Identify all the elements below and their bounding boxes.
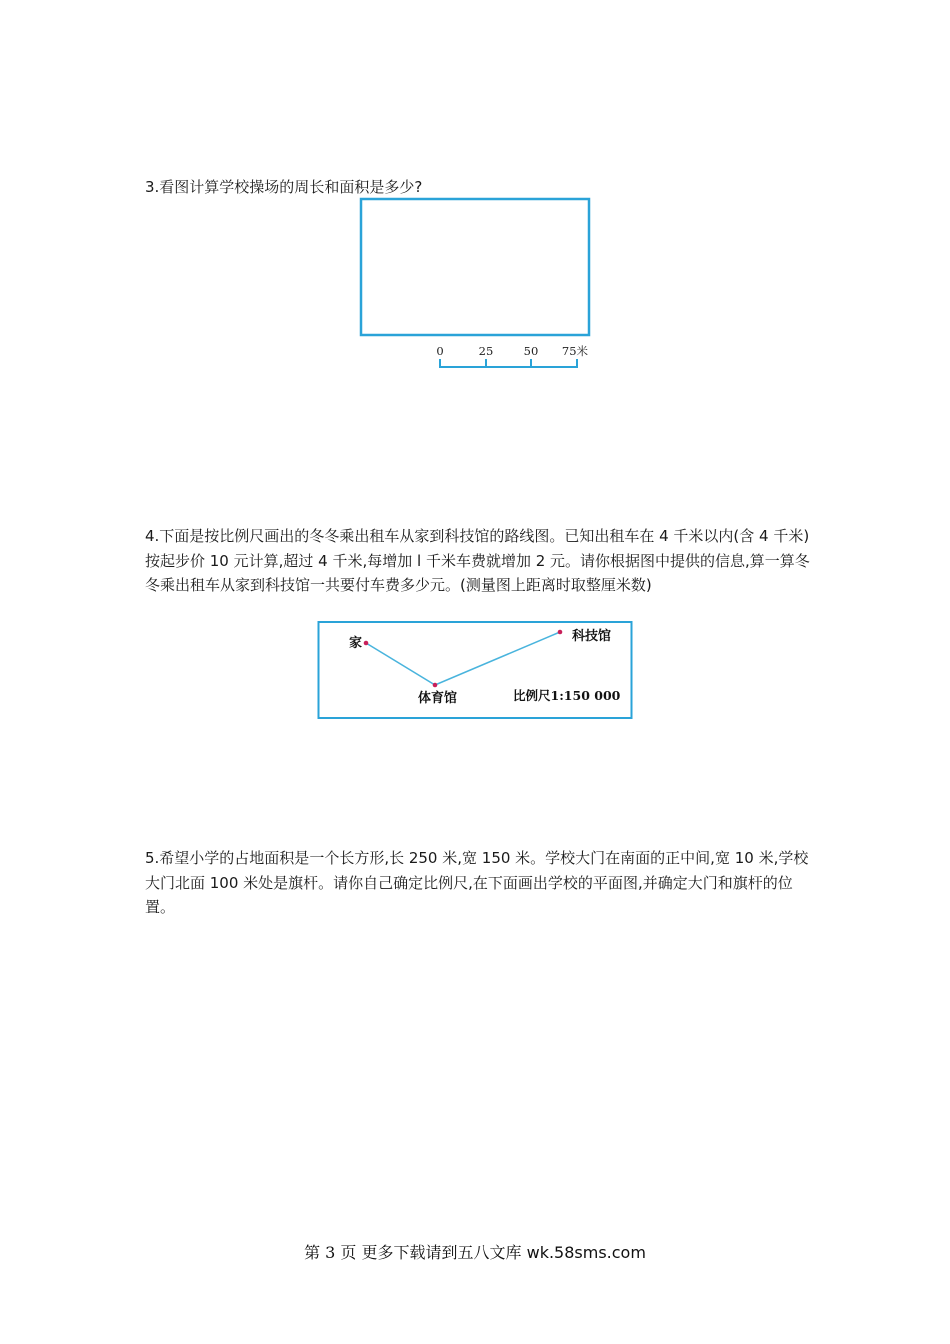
question-4-text: 4.下面是按比例尺画出的冬冬乘出租车从家到科技馆的路线图。已知出租车在 4 千米以内(含 4 千米)按起步价 10 元计算,超过 4 千米,每增加 l 千米车费就增加 2 元。请你根据图中提供的信息,算一算冬冬乘出租车从家到科技馆一共要付车费多少元。(测量图上距离时取整厘米数) [145,527,810,594]
page-footer [0,1240,950,1263]
scale-tick-label: 0 [436,344,444,358]
home-label: 家 [349,636,363,651]
scale-tick-label: 75米 [561,344,589,358]
home-point [364,641,369,646]
footer-page-text: 第 3 页 更多下载请到五八文库 [304,1243,522,1262]
museum-label: 科技馆 [572,629,612,644]
scale-tick-label: 50 [523,344,539,358]
map-scale-label: 比例尺1:150 000 [513,688,621,703]
playground-rectangle [361,199,589,335]
scale-bar [436,344,588,367]
route-map [317,620,635,722]
scale-line [440,359,577,367]
question-3-text: 3.看图计算学校操场的周长和面积是多少? [145,178,423,196]
question-5-text: 5.希望小学的占地面积是一个长方形,长 250 米,宽 150 米。学校大门在南面的正中间,宽 10 米,学校大门北面 100 米处是旗杆。请你自己确定比例尺,在下面画出学校的平面图,并确定大门和旗杆的位置。 [145,849,809,916]
gym-point [433,683,438,688]
scale-tick-label: 25 [478,344,494,358]
museum-point [558,630,563,635]
gym-label: 体育馆 [418,691,458,706]
footer-site-link[interactable]: wk.58sms.com [526,1243,646,1262]
playground-figure [355,195,600,375]
